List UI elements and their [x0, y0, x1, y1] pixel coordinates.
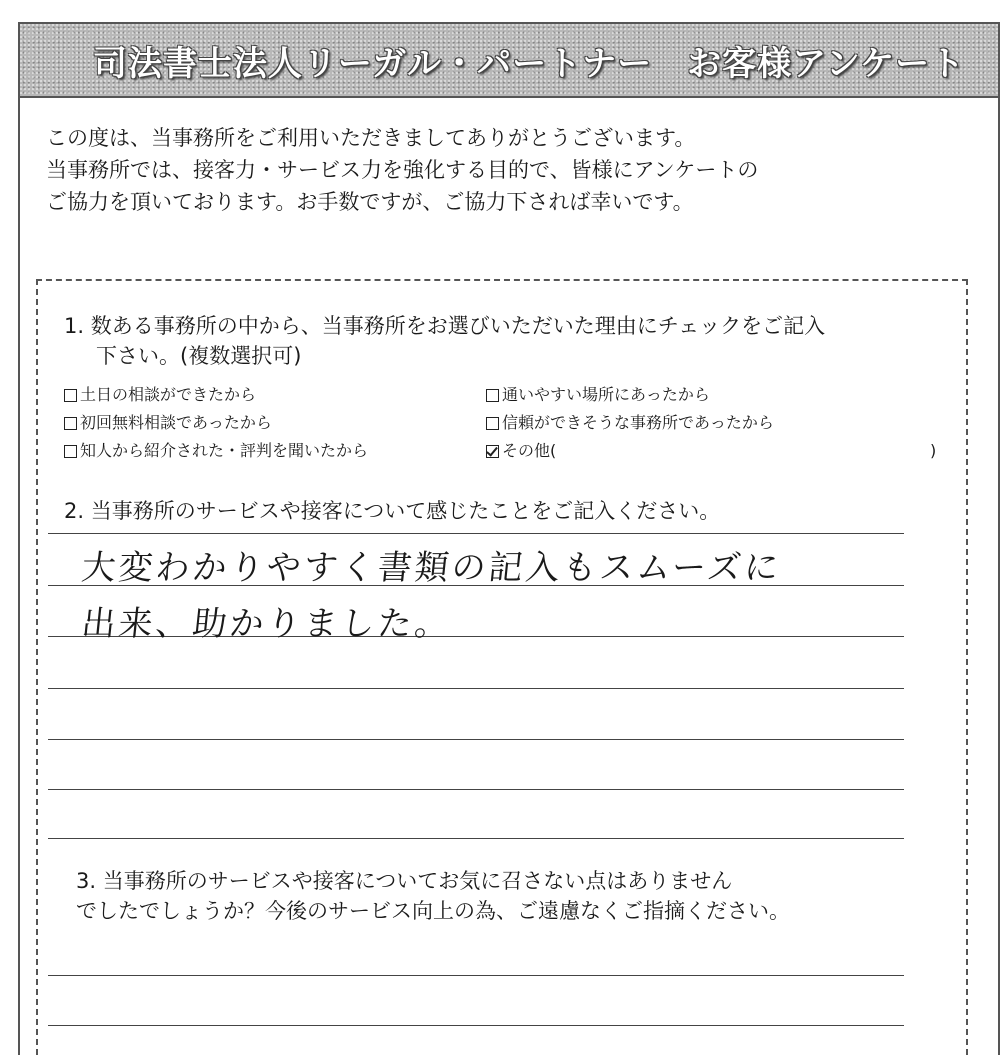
handwritten-answer-line: 出来、助かりました。 [79, 604, 454, 644]
option-convenient-location[interactable] [486, 381, 774, 409]
question-3-text-line2: でしたでしょうか？今後のサービス向上の為、ご遠慮なくご指摘ください。 [76, 899, 790, 923]
option-weekend-consult[interactable] [64, 381, 368, 409]
intro-line: この度は、当事務所をご利用いただきましてありがとうございます。 [46, 126, 696, 150]
answer-line [48, 533, 904, 534]
option-referral[interactable] [64, 437, 368, 465]
options-column-left [64, 381, 368, 465]
answer-line [48, 789, 904, 790]
title-banner [18, 22, 1000, 98]
answer-line [48, 739, 904, 740]
option-free-first-consult[interactable] [64, 409, 368, 437]
option-label: 信頼ができそうな事務所であったから [502, 413, 774, 432]
checkbox-icon[interactable] [486, 417, 499, 430]
option-label: 土日の相談ができたから [80, 385, 257, 404]
checkbox-checked-icon[interactable] [486, 445, 499, 458]
answer-line [48, 838, 904, 839]
options-column-right [486, 381, 774, 465]
answer-line [48, 688, 904, 689]
intro-line: ご協力を頂いております。お手数ですが、ご協力下されば幸いです。 [46, 190, 694, 214]
question-1-text: 1. 数ある事務所の中から、当事務所をお選びいただいた理由にチェックをご記入 [64, 314, 826, 338]
answer-line [48, 1025, 904, 1026]
question-3-text: 3. 当事務所のサービスや接客についてお気に召さない点はありません [76, 869, 733, 893]
page-title: 司法書士法人リーガル・パートナー お客様アンケート [92, 43, 966, 84]
answer-line [48, 975, 904, 976]
handwritten-answer-line: 大変わかりやすく書類の記入もスムーズに [79, 548, 784, 588]
option-other[interactable] [486, 437, 774, 465]
option-label: 初回無料相談であったから [80, 413, 272, 432]
option-label: 知人から紹介された・評判を聞いたから [80, 441, 369, 460]
other-close-paren: ) [930, 441, 937, 460]
option-label: その他( [502, 441, 557, 460]
intro-line: 当事務所では、接客力・サービス力を強化する目的で、皆様にアンケートの [46, 158, 759, 182]
checkbox-icon[interactable] [64, 445, 77, 458]
checkbox-icon[interactable] [486, 389, 499, 402]
option-label: 通いやすい場所にあったから [502, 385, 710, 404]
intro-text [46, 122, 946, 218]
question-1-text-line2: 下さい。(複数選択可) [96, 344, 302, 368]
checkbox-icon[interactable] [64, 389, 77, 402]
question-2-text: 2. 当事務所のサービスや接客について感じたことをご記入ください。 [64, 499, 721, 523]
option-trustworthy[interactable] [486, 409, 774, 437]
checkbox-icon[interactable] [64, 417, 77, 430]
